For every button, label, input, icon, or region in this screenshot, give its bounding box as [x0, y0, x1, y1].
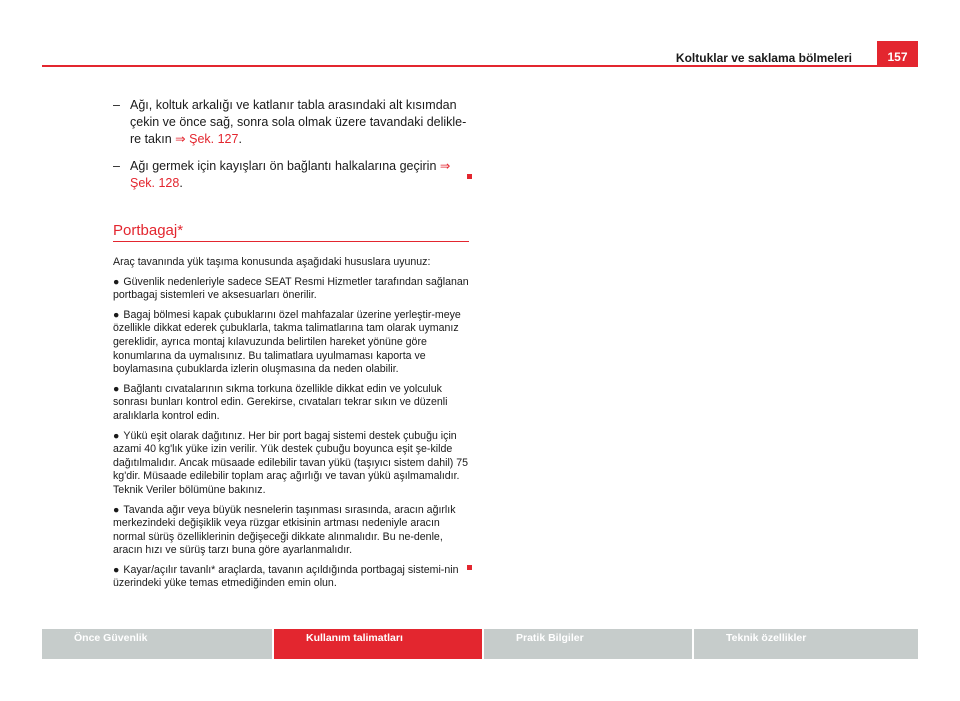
instruction-steps [113, 97, 469, 202]
step-dash: – [113, 159, 120, 173]
bullet-text: Bağlantı cıvatalarının sıkma torkuna özellikle dikkat edin ve yolculuk sonrası bunları kontrol edin. Gerekirse, cıvataları tekrar sıkın ve düzenli aralıklarla kontrol edin. [113, 382, 448, 422]
page-number-badge: 157 [877, 41, 918, 66]
bullet-dot: ● [113, 503, 120, 516]
bullet-dot: ● [113, 563, 120, 576]
step-end: . [238, 132, 242, 146]
section-end-marker [467, 565, 472, 570]
step-item [113, 158, 469, 192]
bullet-item [113, 309, 469, 377]
running-header-title: Koltuklar ve saklama bölmeleri [675, 51, 852, 65]
footer-tab-technical[interactable]: Teknik özellikler [694, 629, 918, 659]
step-text: Ağı germek için kayışları ön bağlantı halkalarına geçirin [130, 159, 440, 173]
bullet-dot: ● [113, 275, 120, 288]
section-rule [113, 241, 469, 242]
bullet-item [113, 276, 469, 303]
bullet-item [113, 383, 469, 424]
bullet-text: Tavanda ağır veya büyük nesnelerin taşınması sırasında, aracın ağırlık merkezindeki değişiklik veya rüzgar etkisinin artması nedeniyle aracın normal sürüş özelliklerinin değişeceği dikkate alınmalıdır. Bu ne-denle, aracın hızı ve sürüş tarzı buna göre ayarlanmalıdır. [113, 503, 456, 557]
bullet-text: Kayar/açılır tavanlı* araçlarda, tavanın açıldığında portbagaj sistemi-nin üzerindeki yüke temas etmediğinden emin olun. [113, 563, 459, 590]
bullet-text: Güvenlik nedenleriyle sadece SEAT Resmi Hizmetler tarafından sağlanan portbagaj sistemleri ve aksesuarları önerilir. [113, 275, 469, 302]
figure-reference-link[interactable]: ⇒ Şek. 128 [130, 159, 451, 190]
bullet-item [113, 564, 469, 591]
bullet-item [113, 504, 469, 558]
step-item [113, 97, 469, 148]
bullet-text: Yükü eşit olarak dağıtınız. Her bir port bagaj sistemi destek çubuğu için azami 40 kg'lık yüke izin verilir. Yük destek çubuğu boyunca eşit şe-kilde dağıtılmalıdır. Ancak müsaade edilebilir tavan yükü (taşıyıcı sistem dahil) 75 kg'dir. Müsaade edilebilir toplam araç ağırlığı ve tavan yükü aşılmamalıdır. Teknik Veriler bölümüne bakınız. [113, 429, 469, 496]
bullet-dot: ● [113, 429, 120, 442]
step-dash: – [113, 98, 120, 112]
bullet-dot: ● [113, 382, 120, 395]
figure-reference-link[interactable]: ⇒ Şek. 127 [175, 132, 239, 146]
footer-tab-safety[interactable]: Önce Güvenlik [42, 629, 272, 659]
footer-tab-practical[interactable]: Pratik Bilgiler [484, 629, 692, 659]
section-intro: Araç tavanında yük taşıma konusunda aşağıdaki hususlara uyunuz: [113, 256, 431, 268]
bullet-dot: ● [113, 308, 120, 321]
header-rule [42, 65, 918, 67]
footer-tab-operation[interactable]: Kullanım talimatları [274, 629, 482, 659]
section-end-marker [467, 174, 472, 179]
section-title: Portbagaj* [113, 222, 184, 239]
bullet-text: Bagaj bölmesi kapak çubuklarını özel mahfazalar üzerine yerleştir-meye özellikle dikkat ederek çubuklarla, takma talimatlarına tam olarak uymanız gereklidir, ayrıca montaj kılavuzunda belirtilen hareket yönüne göre konumlarına da uymalısınız. Bu talimatlara uyulmaması kaporta ve boylamasına çubuklarda izlerin oluşmasına da neden olabilir. [113, 308, 461, 376]
step-end: . [179, 176, 183, 190]
section-body [113, 256, 469, 597]
bullet-item [113, 430, 469, 498]
footer-navigation [42, 629, 918, 659]
step-text: Ağı, koltuk arkalığı ve katlanır tabla arasındaki alt kısımdan çekin ve önce sağ, sonra sola olmak üzere tavandaki delikle-re takın [130, 98, 467, 146]
